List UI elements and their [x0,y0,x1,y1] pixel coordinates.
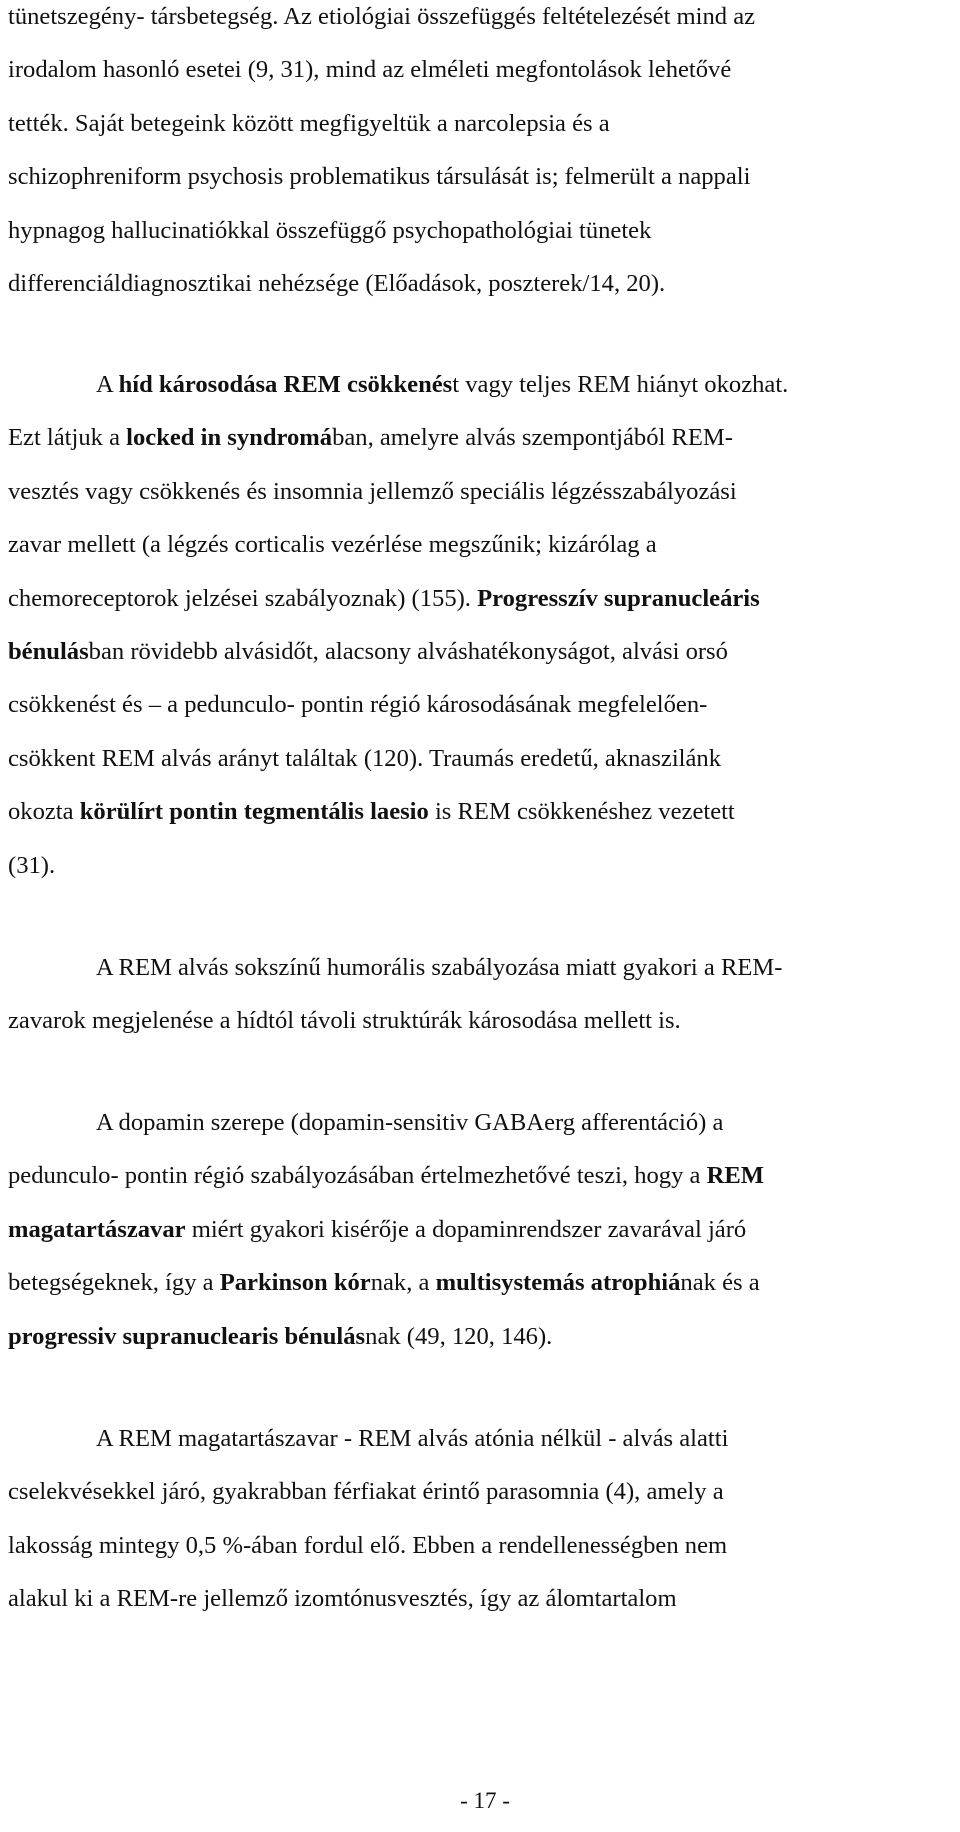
text-run: csökkent REM alvás arányt találtak (120). Traumás eredetű, aknaszilánk [8,744,722,772]
text-run: okozta [8,798,80,826]
text-line [8,465,952,518]
paragraph-4 [8,1096,952,1363]
text-run: t vagy teljes REM hiányt okozhat. [452,371,789,398]
page-number: - 17 - [460,1788,510,1813]
bold-term: REM [706,1162,764,1190]
text-run: A dopamin szerepe (dopamin-sensitiv GABAerg afferentáció) a [96,1109,724,1136]
text-line [8,1519,952,1572]
text-run: tünetszegény- társbetegség. Az etiológiai összefüggés feltételezését mind az [8,3,756,30]
text-line [8,150,952,203]
text-run: zavarok megjelenése a hídtól távoli struktúrák károsodása mellett is. [8,1007,681,1035]
bold-term: bénulás [8,638,89,666]
text-line [8,941,952,994]
text-run: schizophreniform psychosis problematikus társulását is; felmerült a nappali [8,163,751,191]
text-run: alakul ki a REM-re jellemző izomtónusvesztés, így az álomtartalom [8,1585,677,1613]
text-line [8,732,952,785]
text-run: pedunculo- pontin régió szabályozásában értelmezhetővé teszi, hogy a [8,1162,707,1190]
text-run: ban rövidebb alvásidőt, alacsony alváshatékonyságot, alvási orsó [88,638,728,666]
paragraph-5 [8,1412,952,1626]
text-line [8,1465,952,1518]
text-run: zavar mellett (a légzés corticalis vezérlése megszűnik; kizárólag a [8,531,657,559]
text-line [8,358,952,411]
text-run: (31). [8,851,56,879]
text-line [8,572,952,625]
text-line [8,1412,952,1465]
text-run: vesztés vagy csökkenés és insomnia jellemző speciális légzésszabályozási [8,477,737,505]
text-line [8,1256,952,1309]
bold-term: híd károsodása REM csökkenés [118,371,453,398]
text-run: A [96,371,119,398]
text-run: csökkenést és – a pedunculo- pontin régió károsodásának megfelelően- [8,691,708,719]
text-line [8,1572,952,1625]
text-run: ban, amelyre alvás szempontjából REM- [332,424,733,452]
text-run: differenciáldiagnosztikai nehézsége (Előadások, poszterek/14, 20). [8,270,666,298]
text-run: nak (49, 120, 146). [365,1322,553,1350]
text-run: A REM alvás sokszínű humorális szabályozása miatt gyakori a REM- [96,954,783,981]
text-run: lakosság mintegy 0,5 %-ában fordul elő. Ebben a rendellenességben nem [8,1531,728,1559]
text-line [8,1310,952,1363]
paragraph-3 [8,941,952,1048]
text-run: irodalom hasonló esetei (9, 31), mind az elméleti megfontolások lehetővé [8,56,732,84]
text-run: is REM csökkenéshez vezetett [428,798,735,826]
bold-term: Progresszív supranucleáris [477,584,760,612]
text-run: A REM magatartászavar - REM alvás atónia nélkül - alvás alatti [96,1425,729,1452]
paragraph-1 [8,0,952,310]
text-line [8,97,952,150]
bold-term: Parkinson kór [219,1269,371,1297]
text-line [8,839,952,892]
text-line [8,625,952,678]
text-run: hypnagog hallucinatiókkal összefüggő psychopathológiai tünetek [8,216,652,244]
bold-term: locked in syndromá [126,424,333,452]
text-line [8,0,952,43]
text-line [8,204,952,257]
text-line [8,518,952,571]
paragraph-2 [8,358,952,892]
text-run: Ezt látjuk a [8,424,127,452]
bold-term: progressiv supranuclearis bénulás [8,1322,366,1350]
text-run: nak és a [680,1269,760,1297]
text-run: nak, a [370,1269,436,1297]
text-line [8,411,952,464]
text-line [8,785,952,838]
text-line [8,994,952,1047]
text-line [8,1203,952,1256]
text-line [8,1096,952,1149]
bold-term: körülírt pontin tegmentális laesio [79,798,429,826]
bold-term: magatartászavar [8,1215,186,1243]
text-run: tették. Saját betegeink között megfigyeltük a narcolepsia és a [8,109,610,137]
text-run: chemoreceptorok jelzései szabályoznak) (155). [8,584,478,612]
text-run: miért gyakori kisérője a dopaminrendszer zavarával járó [185,1215,747,1243]
text-line [8,678,952,731]
text-line [8,43,952,96]
text-run: cselekvésekkel járó, gyakrabban férfiakat érintő parasomnia (4), amely a [8,1478,724,1506]
text-run: betegségeknek, így a [8,1269,220,1297]
text-line [8,1149,952,1202]
text-line [8,257,952,310]
bold-term: multisystemás atrophiá [435,1269,681,1297]
